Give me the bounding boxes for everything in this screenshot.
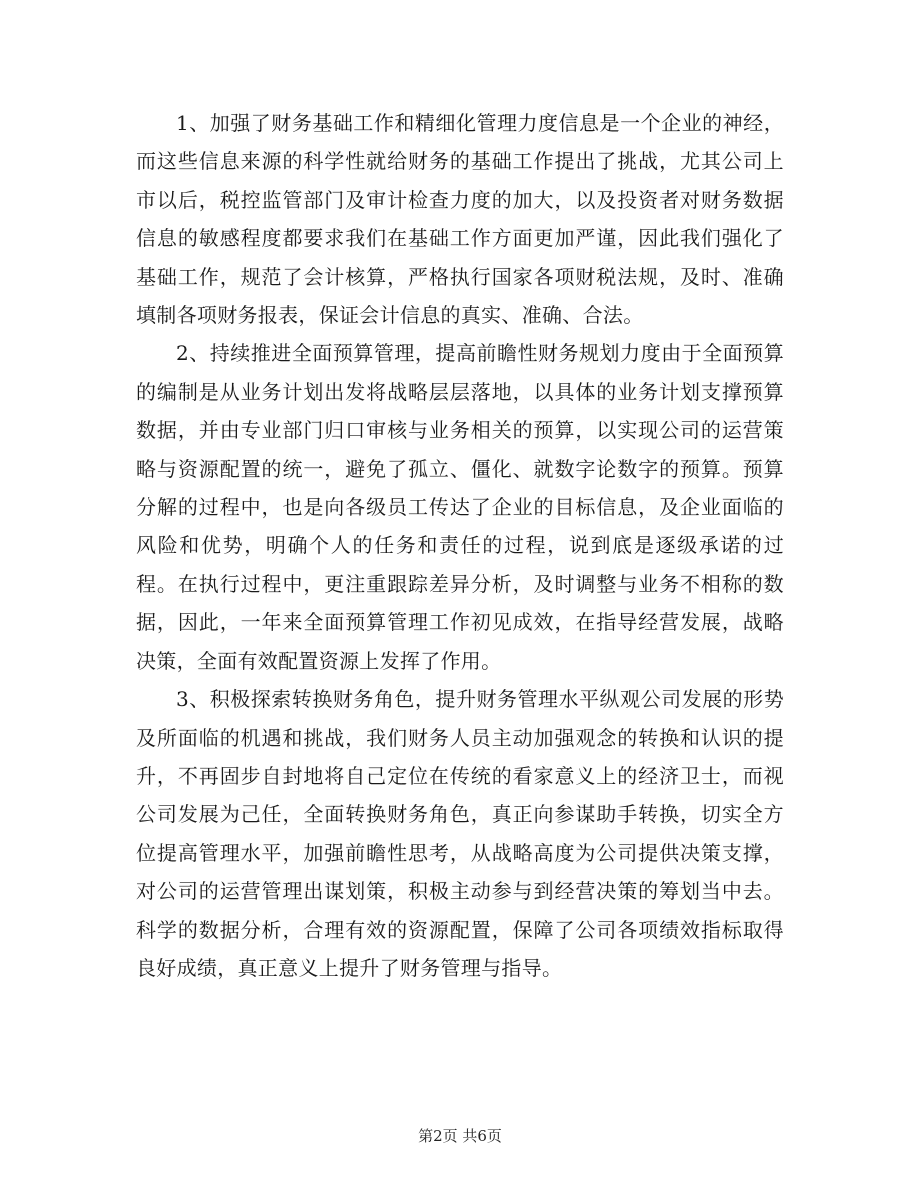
- document-body: [136, 104, 784, 987]
- paragraph-3: 3、积极探索转换财务角色，提升财务管理水平纵观公司发展的形势及所面临的机遇和挑战，我们财务人员主动加强观念的转换和认识的提升，不再固步自封地将自己定位在传统的看家意义上的经济卫士，而视公司发展为己任，全面转换财务角色，真正向参谋助手转换，切实全方位提高管理水平，加强前瞻性思考，从战略高度为公司提供决策支撑，对公司的运营管理出谋划策，积极主动参与到经营决策的筹划当中去。科学的数据分析，合理有效的资源配置，保障了公司各项绩效指标取得良好成绩，真正意义上提升了财务管理与指导。: [136, 687, 784, 980]
- paragraph-2: 2、持续推进全面预算管理，提高前瞻性财务规划力度由于全面预算的编制是从业务计划出发将战略层层落地，以具体的业务计划支撑预算数据，并由专业部门归口审核与业务相关的预算，以实现公司的运营策略与资源配置的统一，避免了孤立、僵化、就数字论数字的预算。预算分解的过程中，也是向各级员工传达了企业的目标信息，及企业面临的风险和优势，明确个人的任务和责任的过程，说到底是逐级承诺的过程。在执行过程中，更注重跟踪差异分析，及时调整与业务不相称的数据，因此，一年来全面预算管理工作初见成效，在指导经营发展，战略决策，全面有效配置资源上发挥了作用。: [136, 341, 784, 673]
- page-number-footer: 第2页 共6页: [418, 1127, 502, 1145]
- paragraph-1: 1、加强了财务基础工作和精细化管理力度信息是一个企业的神经，而这些信息来源的科学性就给财务的基础工作提出了挑战，尤其公司上市以后，税控监管部门及审计检查力度的加大，以及投资者对财务数据信息的敏感程度都要求我们在基础工作方面更加严谨，因此我们强化了基础工作，规范了会计核算，严格执行国家各项财税法规，及时、准确填制各项财务报表，保证会计信息的真实、准确、合法。: [136, 111, 784, 328]
